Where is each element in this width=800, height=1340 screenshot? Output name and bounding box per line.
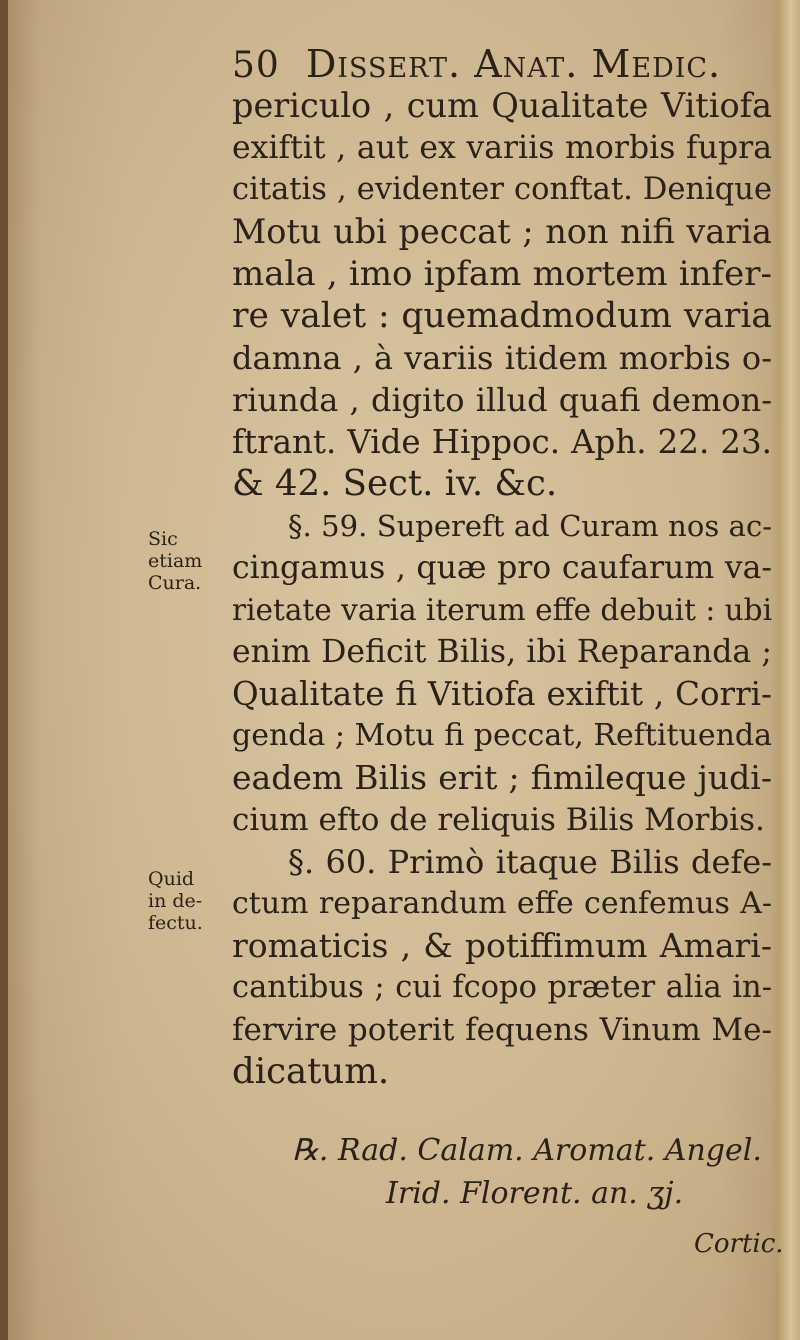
text-line: riunda , digito illud quafi demon- xyxy=(232,381,772,419)
margin-note-line: fectu. xyxy=(148,912,203,934)
text-line: Qualitate fi Vitiofa exiftit , Corri- xyxy=(232,675,772,713)
text-line: fervire poterit fequens Vinum Me- xyxy=(232,1012,772,1048)
text-line: genda ; Motu fi peccat, Reftituenda xyxy=(232,718,772,753)
text-line: & 42. Sect. iv. &c. xyxy=(232,463,558,504)
margin-note-line: in de- xyxy=(148,890,203,912)
running-title: Dissert. Anat. Medic. xyxy=(305,42,722,86)
text-line: exiftit , aut ex variis morbis fupra xyxy=(232,130,772,166)
running-header xyxy=(232,42,721,86)
text-line: Motu ubi peccat ; non nifi varia xyxy=(232,212,772,251)
section-59-start: §. 59. Supereft ad Curam nos ac- xyxy=(288,509,772,543)
text-line: damna , à variis itidem morbis o- xyxy=(232,339,772,377)
page-gutter-edge xyxy=(0,0,8,1340)
main-text-block xyxy=(232,85,772,1093)
recipe-line-2: Irid. Florent. an. ʒj. xyxy=(386,1176,684,1211)
text-line: citatis , evidenter conftat. Denique xyxy=(232,172,772,207)
text-line: dicatum. xyxy=(232,1051,390,1092)
text-line: ftrant. Vide Hippoc. Aph. 22. 23. xyxy=(232,423,772,461)
text-line: cingamus , quæ pro caufarum va- xyxy=(232,550,772,586)
margin-note-sic-etiam-cura xyxy=(148,528,218,594)
section-60-start: §. 60. Primò itaque Bilis defe- xyxy=(288,843,772,881)
adjacent-page-edge xyxy=(778,0,800,1340)
margin-note-line: etiam xyxy=(148,550,203,572)
text-line: rietate varia iterum effe debuit : ubi xyxy=(232,593,772,627)
text-line: romaticis , & potiffimum Amari- xyxy=(232,926,772,965)
margin-note-line: Cura. xyxy=(148,572,202,594)
text-line: cantibus ; cui fcopo præter alia in- xyxy=(232,970,772,1005)
text-line: eadem Bilis erit ; fimileque judi- xyxy=(232,758,772,797)
text-line: re valet : quemadmodum varia xyxy=(232,296,772,336)
text-line: mala , imo ipfam mortem infer- xyxy=(232,254,772,294)
text-line: periculo , cum Qualitate Vitiofa xyxy=(232,86,772,125)
page-number: 50 xyxy=(232,45,280,86)
text-line: enim Deficit Bilis, ibi Reparanda ; xyxy=(232,634,772,670)
margin-note-quid-in-defectu xyxy=(148,868,218,934)
text-line: cium efto de reliquis Bilis Morbis. xyxy=(232,802,765,838)
text-line: ctum reparandum effe cenfemus A- xyxy=(232,886,772,921)
margin-note-line: Quid xyxy=(148,868,195,890)
catchword: Cortic. xyxy=(694,1229,784,1259)
margin-note-line: Sic xyxy=(148,528,178,550)
recipe-line-1: ℞. Rad. Calam. Aromat. Angel. xyxy=(292,1133,762,1168)
